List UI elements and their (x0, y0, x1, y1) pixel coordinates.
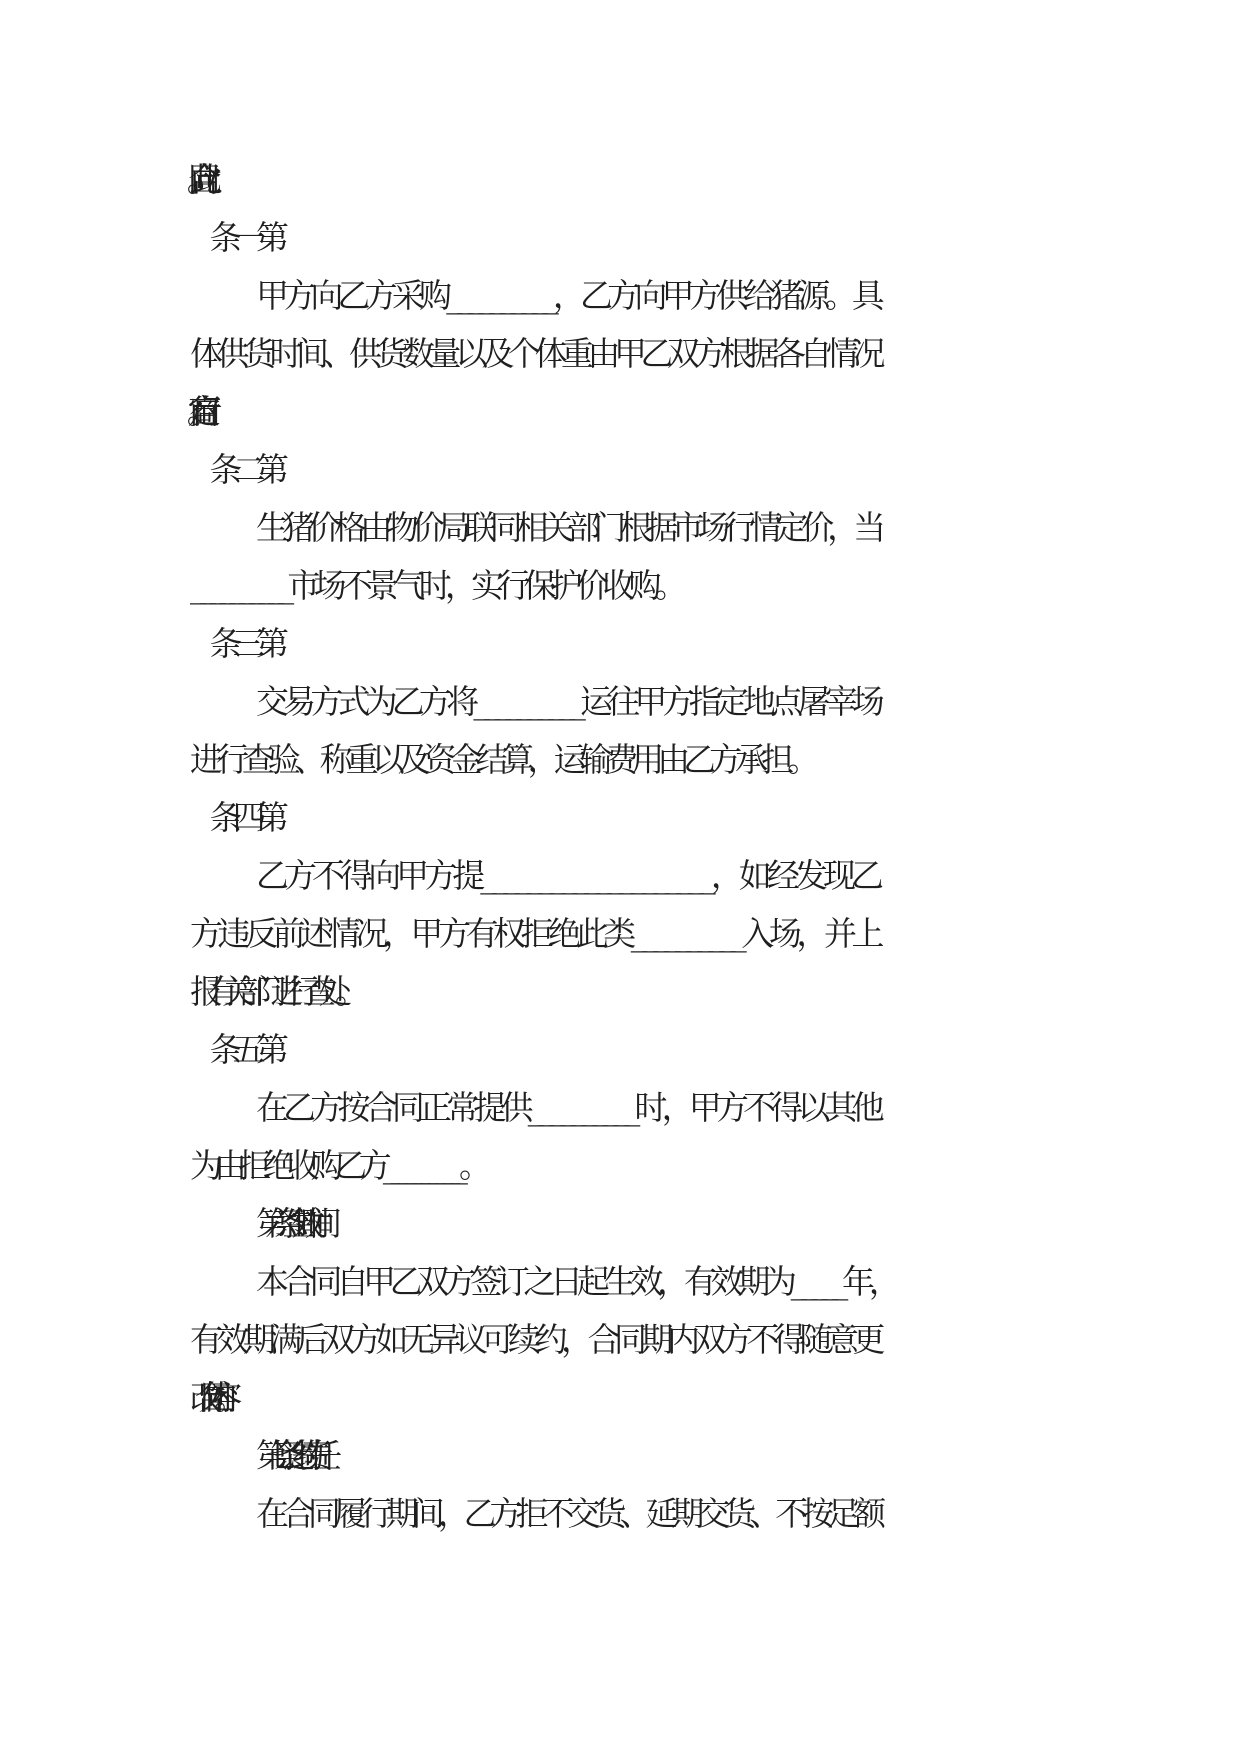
text-line: 在合同履行期间，乙方拒不交货、延期交货、不按足额 (256, 1494, 880, 1533)
text-line: 为由拒绝收购乙方__________。 (190, 1146, 484, 1185)
text-line (190, 158, 1231, 202)
text-line: 改合同内容。 (190, 1378, 219, 1417)
article-heading (256, 216, 1231, 260)
article-heading (256, 622, 1231, 666)
text-line: 在乙方按合同正常提供__________时，甲方不得以其他 (256, 1088, 879, 1127)
text-line: 生猪价格由物价局联同相关部门根据市场行情定价，当 (256, 508, 880, 547)
article-heading: 第七条违约责任 (256, 1436, 319, 1475)
article-heading (256, 448, 1231, 492)
text-line: __________市场不景气时，实行保护价收购。 (190, 566, 682, 605)
text-line: 进行查验、称重以及资金结算，运输费用由乙方承担。 (190, 740, 814, 779)
text-line: 体供货时间、供货数量以及个体重由甲乙双方根据各自情况 (190, 334, 879, 373)
article-heading: 第六条生效时间 (256, 1204, 319, 1243)
text-line: 本合同自甲乙双方签订之日起生效，有效期为_____年， (256, 1262, 896, 1301)
text-line: 甲方向乙方采购__________，乙方向甲方供给猪源。具 (256, 276, 879, 315)
article-heading (256, 1028, 1231, 1072)
text-line: 有效期满后双方如无异议可续约，合同期内双方不得随意更 (190, 1320, 879, 1359)
article-heading (256, 796, 1231, 840)
text-line: 报有关部门进行查处。 (190, 972, 352, 1011)
text-line: 乙方不得向甲方提____________________，如经发现乙 (256, 856, 880, 895)
text-line (190, 390, 1231, 434)
text-line: 方违反前述情况，甲方有权拒绝此类__________入场，并上 (190, 914, 880, 953)
text-line: 交易方式为乙方将__________运往甲方指定地点屠宰场 (256, 682, 879, 721)
